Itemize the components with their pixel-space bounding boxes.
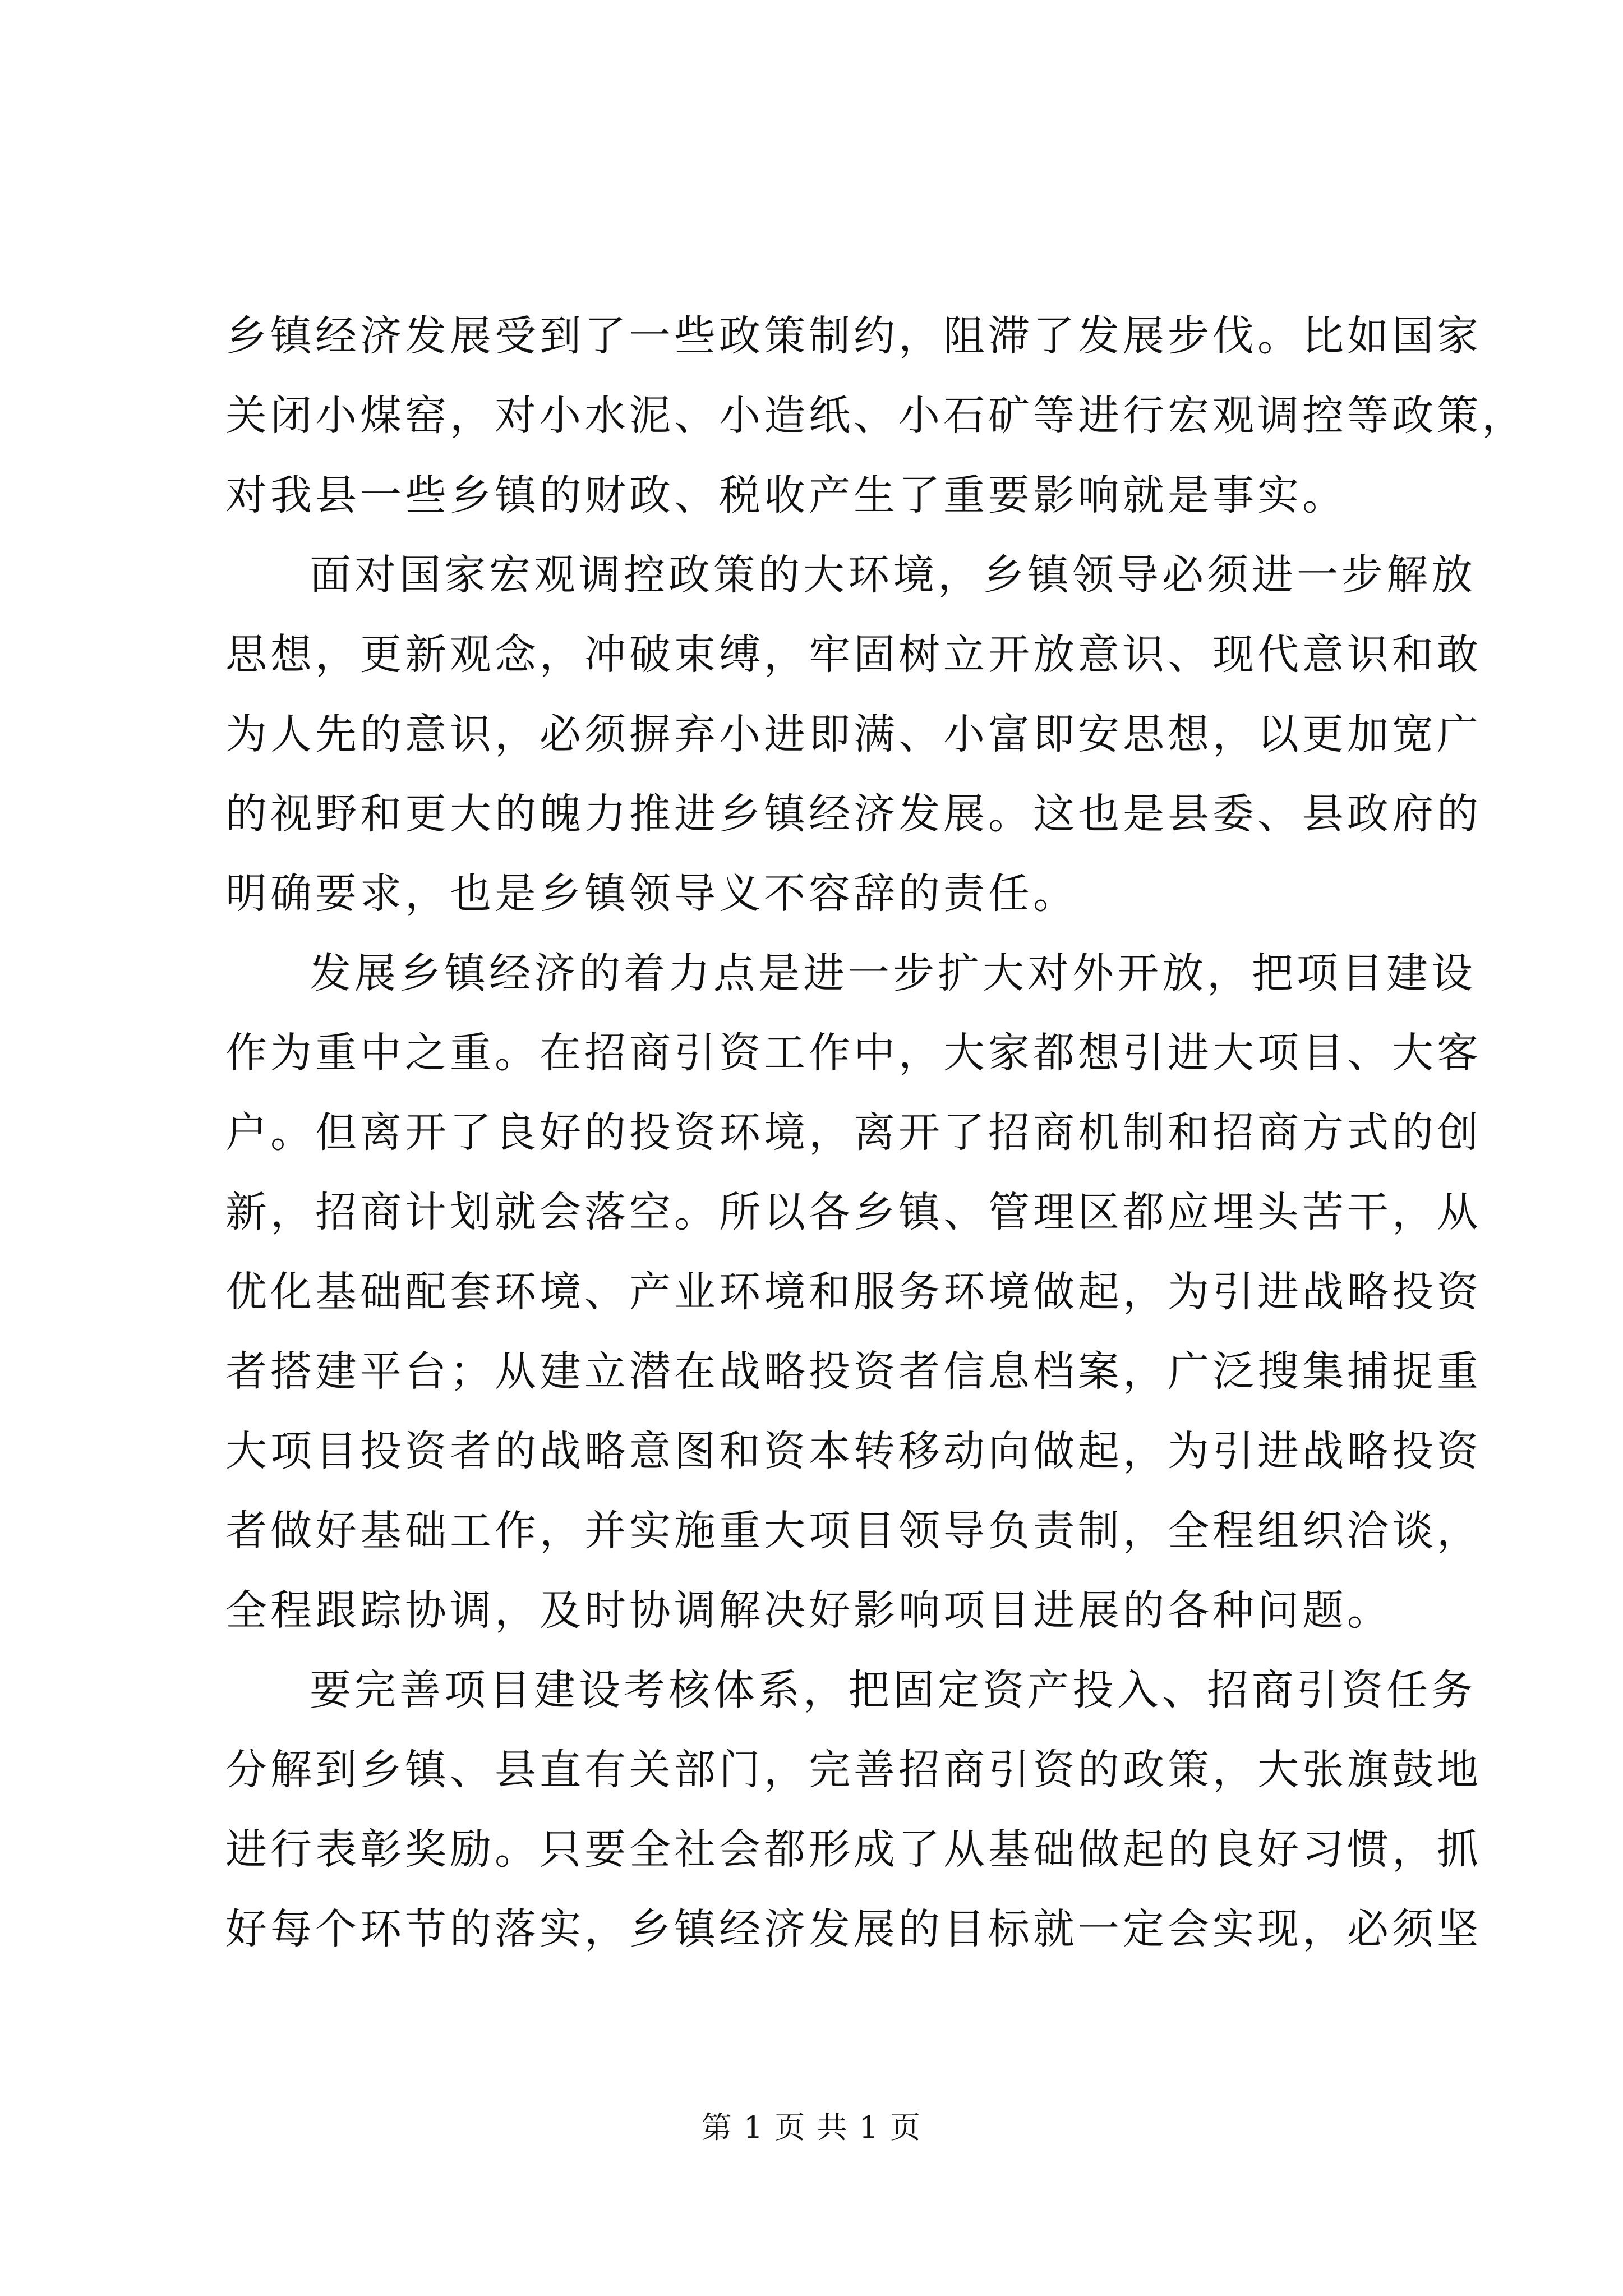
text-line: 关闭小煤窑，对小水泥、小造纸、小石矿等进行宏观调控等政策， <box>225 392 1527 440</box>
text-line: 全程跟踪协调，及时协调解决好影响项目进展的各种问题。 <box>225 1586 1392 1635</box>
document-body <box>225 296 1527 1969</box>
text-line: 户。但离开了良好的投资环境，离开了招商机制和招商方式的创 <box>225 1108 1482 1157</box>
text-line: 的视野和更大的魄力推进乡镇经济发展。这也是县委、县政府的 <box>225 790 1482 838</box>
text-line: 好每个环节的落实，乡镇经济发展的目标就一定会实现，必须坚 <box>225 1905 1482 1953</box>
paragraph-first-line: 面对国家宏观调控政策的大环境，乡镇领导必须进一步解放 <box>310 551 1476 599</box>
text-line: 作为重中之重。在招商引资工作中，大家都想引进大项目、大客 <box>225 1029 1482 1077</box>
text-line: 对我县一些乡镇的财政、税收产生了重要影响就是事实。 <box>225 471 1347 519</box>
text-line: 优化基础配套环境、产业环境和服务环境做起，为引进战略投资 <box>225 1268 1482 1316</box>
text-line: 思想，更新观念，冲破束缚，牢固树立开放意识、现代意识和敢 <box>225 631 1482 679</box>
text-line: 进行表彰奖励。只要全社会都形成了从基础做起的良好习惯，抓 <box>225 1825 1482 1874</box>
text-line: 大项目投资者的战略意图和资本转移动向做起，为引进战略投资 <box>225 1427 1482 1475</box>
paragraph-first-line: 发展乡镇经济的着力点是进一步扩大对外开放，把项目建设 <box>310 949 1476 997</box>
text-line: 者搭建平台；从建立潜在战略投资者信息档案，广泛搜集捕捉重 <box>225 1347 1482 1396</box>
text-line: 乡镇经济发展受到了一些政策制约，阻滞了发展步伐。比如国家 <box>225 312 1482 360</box>
text-line: 分解到乡镇、县直有关部门，完善招商引资的政策，大张旗鼓地 <box>225 1746 1482 1794</box>
text-line: 新，招商计划就会落空。所以各乡镇、管理区都应埋头苦干，从 <box>225 1188 1482 1236</box>
text-line: 明确要求，也是乡镇领导义不容辞的责任。 <box>225 869 1078 918</box>
page-footer: 第 1 页 共 1 页 <box>701 2110 922 2145</box>
paragraph-first-line: 要完善项目建设考核体系，把固定资产投入、招商引资任务 <box>310 1666 1476 1714</box>
text-line: 为人先的意识，必须摒弃小进即满、小富即安思想，以更加宽广 <box>225 710 1482 758</box>
text-line: 者做好基础工作，并实施重大项目领导负责制，全程组织洽谈， <box>225 1507 1482 1555</box>
